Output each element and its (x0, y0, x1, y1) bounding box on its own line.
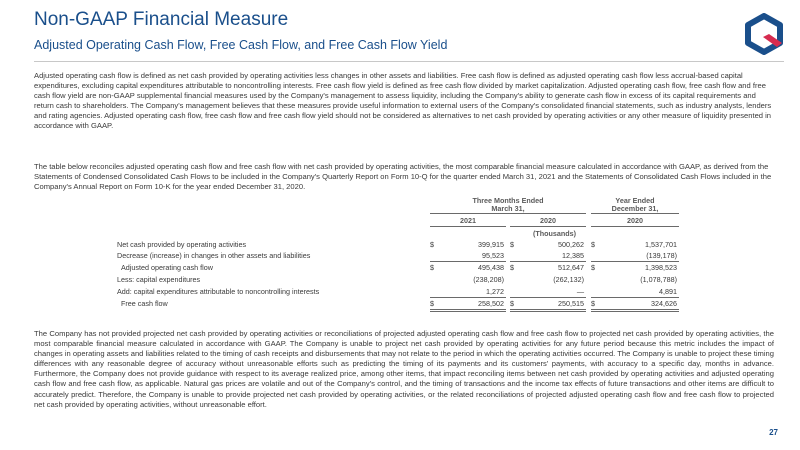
row-label: Adjusted operating cash flow (121, 263, 213, 272)
row-label: Net cash provided by operating activities (117, 240, 247, 249)
subtotal-rule (510, 297, 586, 298)
value-cell: 258,502 (478, 299, 504, 308)
units-label: (Thousands) (532, 229, 577, 238)
subtotal-rule (430, 261, 506, 262)
year-2020-quarter: 2020 (540, 216, 556, 225)
page-number: 27 (769, 428, 778, 437)
value-cell: (238,208) (473, 275, 504, 284)
row-label: Less: capital expenditures (117, 275, 201, 284)
header-divider (34, 61, 784, 62)
value-cell: (1,078,788) (640, 275, 677, 284)
value-cell: 495,438 (478, 263, 504, 272)
value-cell: (262,132) (553, 275, 584, 284)
page-subtitle: Adjusted Operating Cash Flow, Free Cash Flow, and Free Cash Flow Yield (34, 38, 448, 52)
projection-note-paragraph: The Company has not provided projected net cash provided by operating activities or reconciliations of projected adjusted operating cash flow and free cash flow to projected net cash provided by operating activities, the most comparable financial measure calculated in accordance with GAAP. The Company is unable to project net cash provided by operating activities for any future period because this metric includes the impact of changes in operating assets and liabilities related to the timing of cash receipts and disbursements that may not relate to the period in which the operating activities occurred. The Company is unable to project these timing differences with any reasonable degree of accuracy without unreasonable efforts such as predicting the timing of its payments and its customers' payments, with accuracy to a specific day, months in advance. Furthermore, the Company does not provide guidance with respect to its average realized price, among other items, that impact reconciling items between net cash provided by operating activities and adjusted operating cash flow and free cash flow, as applicable. Natural gas prices are volatile and out of the Company's control, and the timing of transactions and the income tax effects of future transactions and other items are difficult to accurately predict. Therefore, the Company is unable to provide projected net cash provided by operating activities, or the related reconciliations of projected adjusted operating cash flow and free cash flow to projected net cash provided by operating activities, without unreasonable effort. (34, 329, 774, 409)
currency-symbol: $ (510, 240, 514, 249)
currency-symbol: $ (591, 299, 595, 308)
currency-symbol: $ (591, 240, 595, 249)
value-cell: 324,626 (651, 299, 677, 308)
row-label: Free cash flow (121, 299, 168, 308)
header-underline-three-months (430, 213, 586, 214)
year-2021: 2021 (460, 216, 476, 225)
company-logo-icon (743, 13, 785, 55)
year-underline (510, 226, 586, 227)
value-cell: (139,178) (646, 251, 677, 260)
row-label: Add: capital expenditures attributable to noncontrolling interests (117, 287, 320, 296)
value-cell: 1,272 (486, 287, 504, 296)
currency-symbol: $ (430, 240, 434, 249)
currency-symbol: $ (430, 263, 434, 272)
value-cell: 95,523 (482, 251, 504, 260)
currency-symbol: $ (430, 299, 434, 308)
subtotal-rule (591, 261, 679, 262)
header-underline-year (591, 213, 679, 214)
definition-paragraph: Adjusted operating cash flow is defined as net cash provided by operating activities less changes in other assets and liabilities. Free cash flow is defined as adjusted operating cash flow less accrual-based capital expenditures, excluding capital expenditures attributable to noncontrolling interests. Free cash flow yield is defined as free cash flow divided by market capitalization. Adjusted operating cash flow, free cash flow and free cash flow yield are non-GAAP supplemental financial measures used by the Company's management to assess liquidity, including the Company's ability to generate cash flow in excess of its capital requirements and return cash to shareholders. The Company's management believes that these measures provide useful information to external users of the Company's consolidated financial statements, such as industry analysts, lenders and rating agencies. Adjusted operating cash flow, free cash flow and free cash flow yield should not be considered as alternatives to net cash provided by operating activities or any other measure of liquidity presented in accordance with GAAP. (34, 71, 772, 131)
reconciliation-intro-paragraph: The table below reconciles adjusted operating cash flow and free cash flow with net cash provided by operating activities, the most comparable financial measure calculated in accordance with GAAP, as derived from the Statements of Condensed Consolidated Cash Flows to be included in the Company's Quarterly Report on Form 10-Q for the quarter ended March 31, 2021 and the Statements of Consolidated Cash Flows included in the Company's Annual Report on Form 10-K for the year ended December 31, 2020. (34, 162, 772, 192)
value-cell: 500,262 (558, 240, 584, 249)
value-cell: 1,537,701 (645, 240, 677, 249)
currency-symbol: $ (510, 263, 514, 272)
header-three-months-line1: Three Months Ended (472, 196, 544, 205)
value-cell: 12,385 (562, 251, 584, 260)
row-label: Decrease (increase) in changes in other assets and liabilities (117, 251, 311, 260)
value-cell: — (576, 287, 584, 296)
total-double-rule (430, 309, 506, 312)
year-underline (591, 226, 679, 227)
value-cell: 250,515 (558, 299, 584, 308)
value-cell: 1,398,523 (645, 263, 677, 272)
currency-symbol: $ (510, 299, 514, 308)
value-cell: 512,647 (558, 263, 584, 272)
year-2020-annual: 2020 (627, 216, 643, 225)
header-year-line1: Year Ended (615, 196, 655, 205)
year-underline (430, 226, 506, 227)
currency-symbol: $ (591, 263, 595, 272)
value-cell: 4,891 (659, 287, 677, 296)
header-year-line2: December 31, (611, 204, 659, 213)
total-double-rule (591, 309, 679, 312)
value-cell: 399,915 (478, 240, 504, 249)
subtotal-rule (591, 297, 679, 298)
subtotal-rule (510, 261, 586, 262)
subtotal-rule (430, 297, 506, 298)
total-double-rule (510, 309, 586, 312)
header-three-months-line2: March 31, (491, 204, 525, 213)
page-title: Non-GAAP Financial Measure (34, 9, 289, 30)
